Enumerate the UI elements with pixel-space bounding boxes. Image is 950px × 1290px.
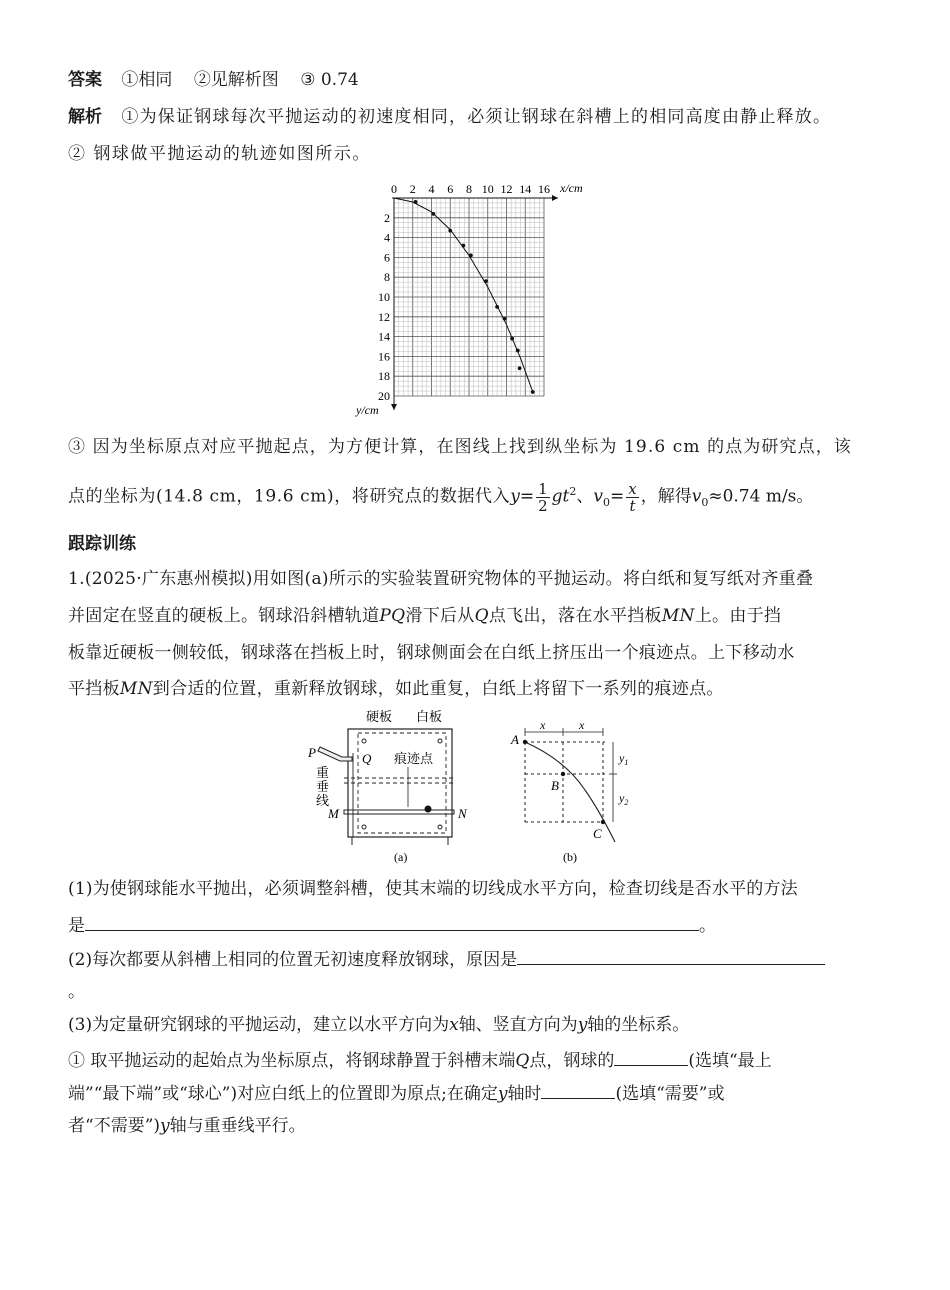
question-3-x: x [449, 1015, 459, 1035]
y-tick-label: 4 [384, 230, 390, 245]
answer-label: 答案 [68, 70, 102, 90]
figure-a-apparatus [300, 705, 480, 867]
q1-line-1: 1.(2025·广东惠州模拟)用如图(a)所示的实验装置研究物体的平抛运动。将白纸和复写纸对齐重叠 [68, 569, 814, 589]
y-tick-label: 20 [378, 389, 390, 403]
analysis-text-4a: 点的坐标为(14.8 cm，19.6 cm)，将研究点的数据代入 [68, 486, 511, 507]
y-tick-label: 2 [384, 210, 390, 225]
question-2-line-1 [68, 946, 825, 972]
steel-ball [425, 806, 432, 813]
formula-x: x [628, 479, 637, 498]
answer-item-3: ③ 0.74 [300, 70, 359, 90]
label-y2 [618, 791, 628, 807]
formula-fraction-xt [626, 481, 638, 514]
analysis-line-4 [68, 470, 813, 514]
data-point [518, 366, 522, 370]
question-1-prefix: 是 [68, 916, 85, 936]
data-point [510, 337, 514, 341]
formula-sep: 、 [576, 486, 594, 507]
question-3-line-4 [68, 1114, 306, 1138]
data-point [469, 254, 473, 258]
answer-blank-2[interactable] [517, 946, 825, 965]
answer-blank-4[interactable] [541, 1080, 615, 1099]
y-tick-label: 16 [378, 349, 390, 364]
q1-text-2c: 点飞出，落在水平挡板 [488, 606, 662, 626]
data-point [484, 279, 488, 283]
formula-eq2: = [610, 486, 625, 507]
x-axis-label: x/cm [560, 181, 583, 195]
pin-icon [362, 739, 366, 743]
question-3d-text-2: 轴与重垂线平行。 [169, 1116, 306, 1136]
point-a [523, 740, 527, 744]
label-y1 [618, 751, 628, 767]
label-b: B [551, 778, 559, 793]
q1-Q: Q [474, 606, 489, 626]
analysis-text-4b: ，解得 [640, 486, 692, 507]
x-tick-label: 12 [500, 182, 513, 196]
question-3b-text-2: 点，钢球的 [529, 1051, 615, 1071]
question-3-line-1 [68, 1013, 689, 1037]
analysis-label: 解析 [68, 107, 102, 127]
question-3c-text-3: (选填“需要”或 [615, 1084, 725, 1104]
question-3c-y: y [497, 1084, 508, 1104]
q1-PQ: PQ [379, 606, 406, 626]
data-point [516, 349, 520, 353]
pin-icon [438, 825, 442, 829]
label-y2-sub: 2 [624, 798, 629, 807]
data-point [461, 244, 465, 248]
question-1-line-2 [68, 912, 716, 938]
label-x1: x [540, 718, 546, 732]
label-mark: 痕迹点 [394, 751, 434, 766]
label-n: N [458, 806, 467, 821]
question-1-line-1: (1)为使钢球能水平抛出，必须调整斜槽，使其末端的切线成水平方向，检查切线是否水平的方法 [68, 879, 798, 899]
q1-MN-2: MN [119, 679, 153, 699]
question-2-text: (2)每次都要从斜槽上相同的位置无初速度释放钢球，原因是 [68, 950, 518, 970]
formula-num: 1 [538, 479, 548, 498]
formula-v0: v [593, 486, 603, 507]
caption-b: (b) [563, 850, 577, 864]
q1-line-4 [68, 677, 724, 701]
question-3b-q: Q [515, 1051, 530, 1071]
label-x2: x [579, 718, 585, 732]
question-3-line-3 [68, 1080, 724, 1106]
q1-text-2: 并固定在竖直的硬板上。钢球沿斜槽轨道 [68, 606, 380, 626]
q1-text-4a: 平挡板 [68, 679, 120, 699]
formula-fraction-half [536, 481, 550, 514]
answer-item-1: ①相同 [121, 70, 173, 90]
y-axis-label: y/cm [356, 403, 379, 417]
question-2-line-2: 。 [68, 982, 85, 1002]
result-val: ≈0.74 m/s。 [708, 486, 814, 507]
analysis-text-1: ①为保证钢球每次平抛运动的初速度相同，必须让钢球在斜槽上的相同高度由静止释放。 [121, 107, 832, 127]
x-tick-label: 14 [519, 182, 532, 196]
question-3-text-3: 轴的坐标系。 [587, 1015, 690, 1035]
formula-gt: gt [551, 486, 570, 507]
data-point [531, 390, 535, 394]
formula-y: y [510, 486, 520, 507]
label-y2-main: y [619, 791, 625, 805]
label-q: Q [362, 751, 372, 766]
q1-MN: MN [661, 606, 695, 626]
question-3-line-2 [68, 1047, 772, 1073]
y-tick-label: 12 [378, 309, 390, 324]
analysis-line-2: ② 钢球做平抛运动的轨迹如图所示。 [68, 144, 371, 164]
answer-blank-1[interactable] [85, 912, 699, 931]
question-3c-text-1: 端”“最下端”或“球心”)对应白纸上的位置即为原点;在确定 [68, 1084, 498, 1104]
question-3c-text-2: 轴时 [507, 1084, 542, 1104]
question-1-suffix: 。 [699, 916, 716, 936]
data-point [503, 317, 507, 321]
y-tick-label: 6 [384, 250, 390, 265]
analysis-line-3: ③ 因为坐标原点对应平抛起点，为方便计算，在图线上找到纵坐标为 19.6 cm 的点为研究点，该 [68, 437, 852, 457]
y-tick-label: 14 [378, 329, 390, 344]
label-y1-main: y [619, 751, 625, 765]
trajectory-chart [346, 178, 606, 423]
question-3-text-2: 轴、竖直方向为 [458, 1015, 578, 1035]
label-white-board: 白板 [416, 709, 443, 724]
q1-text-2b: 滑下后从 [405, 606, 475, 626]
training-heading: 跟踪训练 [68, 534, 136, 554]
q1-line-3: 板靠近硬板一侧较低，钢球落在挡板上时，钢球侧面会在白纸上挤压出一个痕迹点。上下移动水 [68, 643, 795, 663]
point-c [601, 820, 605, 824]
x-tick-label: 16 [538, 182, 550, 196]
formula-v0-sub: 0 [603, 496, 610, 510]
slope-track [318, 747, 352, 761]
data-point [431, 212, 435, 216]
answer-line [68, 68, 359, 92]
answer-blank-3[interactable] [614, 1047, 688, 1066]
x-tick-label: 8 [466, 182, 472, 196]
x-tick-label: 4 [428, 182, 435, 196]
result-sub: 0 [701, 496, 709, 510]
x-tick-label: 10 [481, 182, 494, 196]
question-3b-text-3: (选填“最上 [688, 1051, 772, 1071]
label-hard-board: 硬板 [366, 709, 393, 724]
label-c: C [593, 826, 602, 841]
question-3-y: y [577, 1015, 588, 1035]
label-a: A [511, 732, 519, 747]
label-plumb-1: 重 [316, 765, 330, 780]
formula-eq: = [519, 486, 535, 507]
formula-t: t [629, 496, 636, 515]
x-tick-label: 0 [391, 182, 397, 196]
question-3d-y: y [160, 1116, 170, 1136]
y-tick-label: 8 [384, 270, 390, 285]
q1-line-2 [68, 604, 781, 628]
x-tick-label: 6 [447, 182, 454, 196]
result-v: v [691, 486, 702, 507]
y-tick-label: 18 [378, 369, 390, 384]
q1-text-4b: 到合适的位置，重新释放钢球，如此重复，白纸上将留下一系列的痕迹点。 [152, 679, 724, 699]
y-tick-label: 10 [378, 290, 390, 304]
data-point [414, 200, 418, 204]
label-plumb-2: 垂 [316, 779, 330, 794]
baffle-mn [344, 810, 454, 814]
q1-text-2d: 上。由于挡 [694, 606, 782, 626]
caption-a: (a) [394, 850, 408, 864]
pin-icon [438, 739, 442, 743]
answer-item-2: ②见解析图 [193, 70, 279, 90]
pin-icon [362, 825, 366, 829]
figure-b-trajectory [505, 718, 640, 867]
label-p: P [308, 745, 316, 760]
label-y1-sub: 1 [624, 758, 629, 767]
x-axis-arrow [552, 195, 558, 201]
formula-den: 2 [538, 496, 548, 515]
question-3-text-1: (3)为定量研究钢球的平抛运动，建立以水平方向为 [68, 1015, 450, 1035]
question-3b-text-1: ① 取平抛运动的起始点为坐标原点，将钢球静置于斜槽末端 [68, 1051, 516, 1071]
analysis-line-1 [68, 105, 831, 129]
trajectory-line [394, 198, 533, 392]
formula-sq: 2 [569, 485, 577, 498]
point-b [561, 772, 565, 776]
y-axis-arrow [391, 404, 397, 410]
label-plumb-3: 线 [316, 793, 330, 808]
data-point [448, 229, 452, 233]
label-m: M [328, 806, 339, 821]
x-tick-label: 2 [409, 182, 416, 196]
question-3d-text-1: 者“不需要”) [68, 1116, 161, 1136]
data-point [495, 305, 499, 309]
